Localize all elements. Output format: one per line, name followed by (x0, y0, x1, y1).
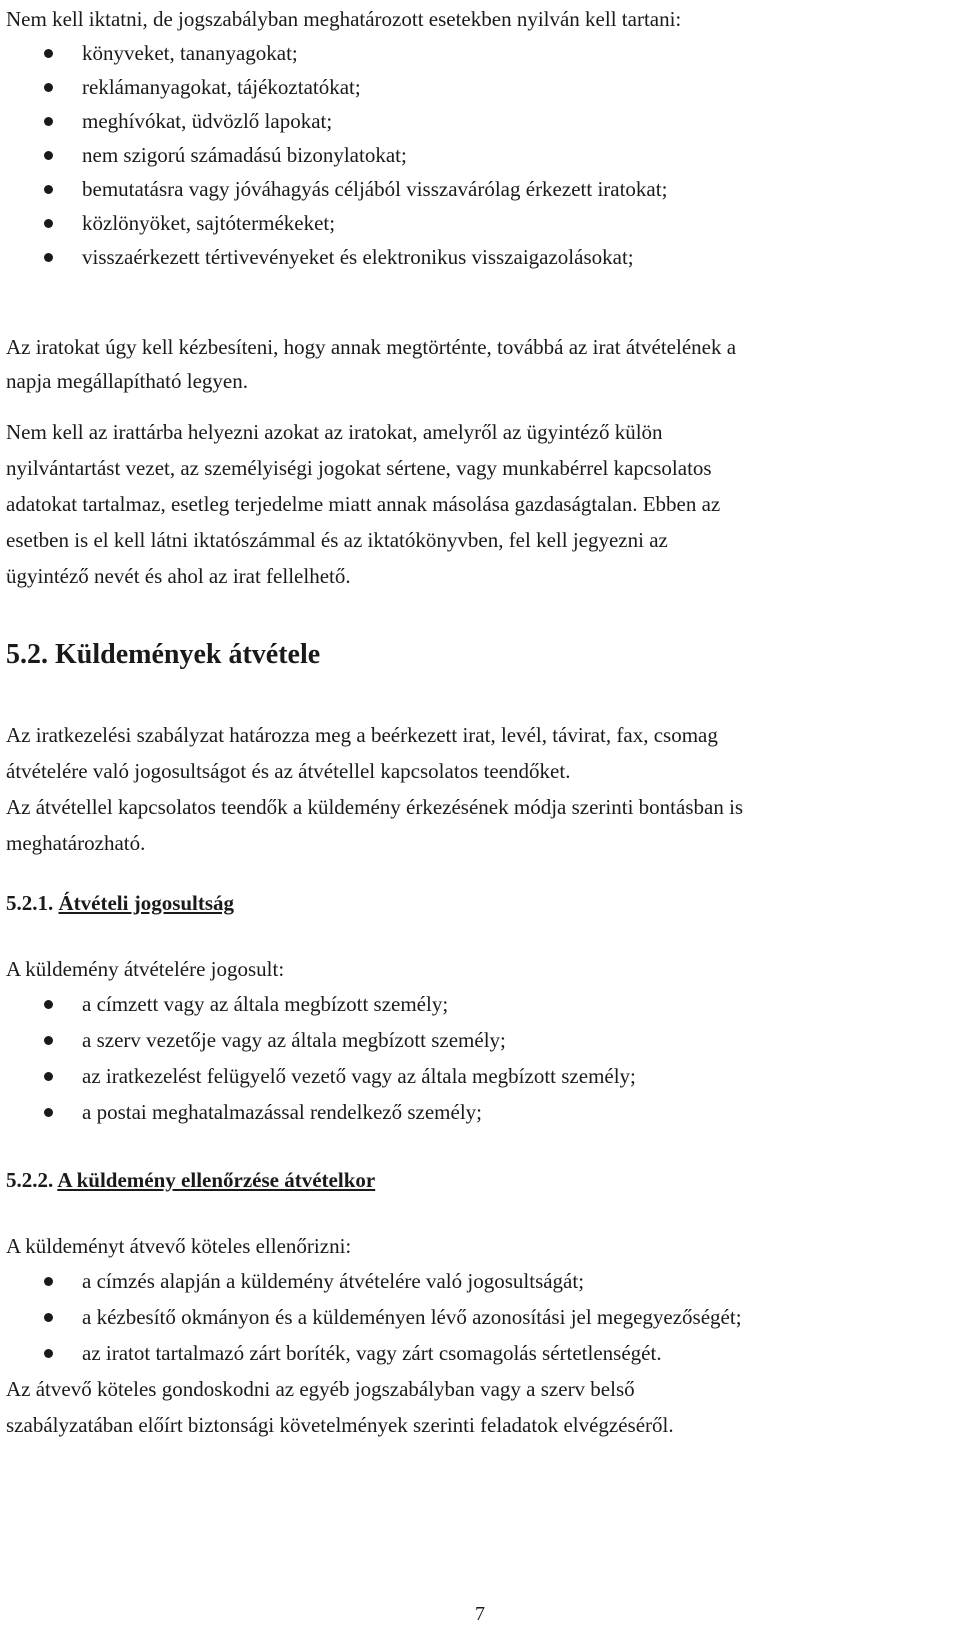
bullet-icon (44, 1313, 53, 1322)
list-item: a kézbesítő okmányon és a küldeményen lévő azonosítási jel megegyezőségét; (0, 1300, 960, 1336)
bullet-icon (44, 1108, 53, 1117)
list-item: a címzés alapján a küldemény átvételére való jogosultságát; (0, 1264, 960, 1300)
bullet-icon (44, 253, 53, 262)
list-item: a címzett vagy az általa megbízott személy; (0, 987, 960, 1023)
intro-text: Nem kell iktatni, de jogszabályban meghatározott esetekben nyilván kell tartani: (6, 7, 682, 31)
list-item: könyveket, tananyagokat; (0, 36, 960, 70)
list-item: nem szigorú számadású bizonylatokat; (0, 138, 960, 172)
list-item: reklámanyagokat, tájékoztatókat; (0, 70, 960, 104)
intro-text: A küldemény átvételére jogosult: (6, 957, 285, 981)
list-item: az iratot tartalmazó zárt boríték, vagy zárt csomagolás sértetlenségét. (0, 1336, 960, 1372)
bullet-icon (44, 49, 53, 58)
bullet-icon (44, 219, 53, 228)
bullet-icon (44, 151, 53, 160)
bullet-icon (44, 1277, 53, 1286)
list-item: bemutatásra vagy jóváhagyás céljából visszavárólag érkezett iratokat; (0, 172, 960, 206)
subsection-heading: 5.2.2. A küldemény ellenőrzése átvételkor (6, 1168, 376, 1192)
bullet-icon (44, 1000, 53, 1009)
subsection-heading: 5.2.1. Átvételi jogosultság (6, 891, 235, 915)
bullet-icon (44, 1036, 53, 1045)
bullet-icon (44, 185, 53, 194)
list-item: az iratkezelést felügyelő vezető vagy az általa megbízott személy; (0, 1059, 960, 1095)
bullet-list-2 (0, 987, 960, 1131)
bullet-icon (44, 83, 53, 92)
list-item: visszaérkezett tértivevényeket és elektronikus visszaigazolásokat; (0, 240, 960, 274)
list-item: meghívókat, üdvözlő lapokat; (0, 104, 960, 138)
section-heading: 5.2. Küldemények átvétele (6, 639, 321, 670)
bullet-icon (44, 117, 53, 126)
bullet-icon (44, 1072, 53, 1081)
bullet-icon (44, 1349, 53, 1358)
page-number: 7 (475, 1603, 485, 1625)
bullet-list-1 (0, 36, 960, 274)
bullet-list-3 (0, 1264, 960, 1372)
document-page: Nem kell iktatni, de jogszabályban meghatározott esetekben nyilván kell tartani: könyveket, tananyagokat; reklámanyagokat, tájékoztatókat; meghívókat, üdvözlő lapokat; nem szigorú számadású bizonylatokat; bemutatásra vagy jóváhagyás céljából visszavárólag érkezett iratokat; közlönyöket, sajtótermékeket; visszaérkezett tértivevényeket és elektronikus visszaigazolásokat; Az iratokat úgy kell kézbesíteni, hogy annak megtörténte, továbbá az irat átvételének a napja megállapítható legyen. Nem kell az irattárba helyezni azokat az iratokat, amelyről az ügyintéző külön nyilvántartást vezet, az személyiségi jogokat sértene, vagy munkabérrel kapcsolatos adatokat tartalmaz, esetleg terjedelme miatt annak másolása gazdaságtalan. Ebben az esetben is el kell látni iktatószámmal és az iktatókönyvben, fel kell jegyezni az ügyintéző nevét és ahol az irat fellelhető. 5.2. Küldemények átvétele Az iratkezelési szabályzat határozza meg a beérkezett irat, levél, távirat, fax, csomag átvételére való jogosultságot és az átvétellel kapcsolatos teendőket. Az átvétellel kapcsolatos teendők a küldemény érkezésének módja szerinti bontásban is meghatározható. 5.2.1. Átvételi jogosultság A küldemény átvételére jogosult: a címzett vagy az általa megbízott személy; a szerv vezetője vagy az általa megbízott személy; az iratkezelést felügyelő vezető vagy az általa megbízott személy; a postai meghatalmazással rendelkező személy; 5.2.2. A küldemény ellenőrzése átvételkor A küldeményt átvevő köteles ellenőrizni: a címzés alapján a küldemény átvételére való jogosultságát; a kézbesítő okmányon és a küldeményen lévő azonosítási jel megegyezőségét; az iratot tartalmazó zárt boríték, vagy zárt csomagolás sértetlenségét. Az átvevő köteles gondoskodni az egyéb jogszabályban vagy a szerv belső szabályzatában előírt biztonsági követelmények szerinti feladatok elvégzéséről. 7 (0, 0, 960, 1640)
list-item: a postai meghatalmazással rendelkező személy; (0, 1095, 960, 1131)
list-item: a szerv vezetője vagy az általa megbízott személy; (0, 1023, 960, 1059)
intro-text: A küldeményt átvevő köteles ellenőrizni: (6, 1234, 352, 1258)
list-item: közlönyöket, sajtótermékeket; (0, 206, 960, 240)
